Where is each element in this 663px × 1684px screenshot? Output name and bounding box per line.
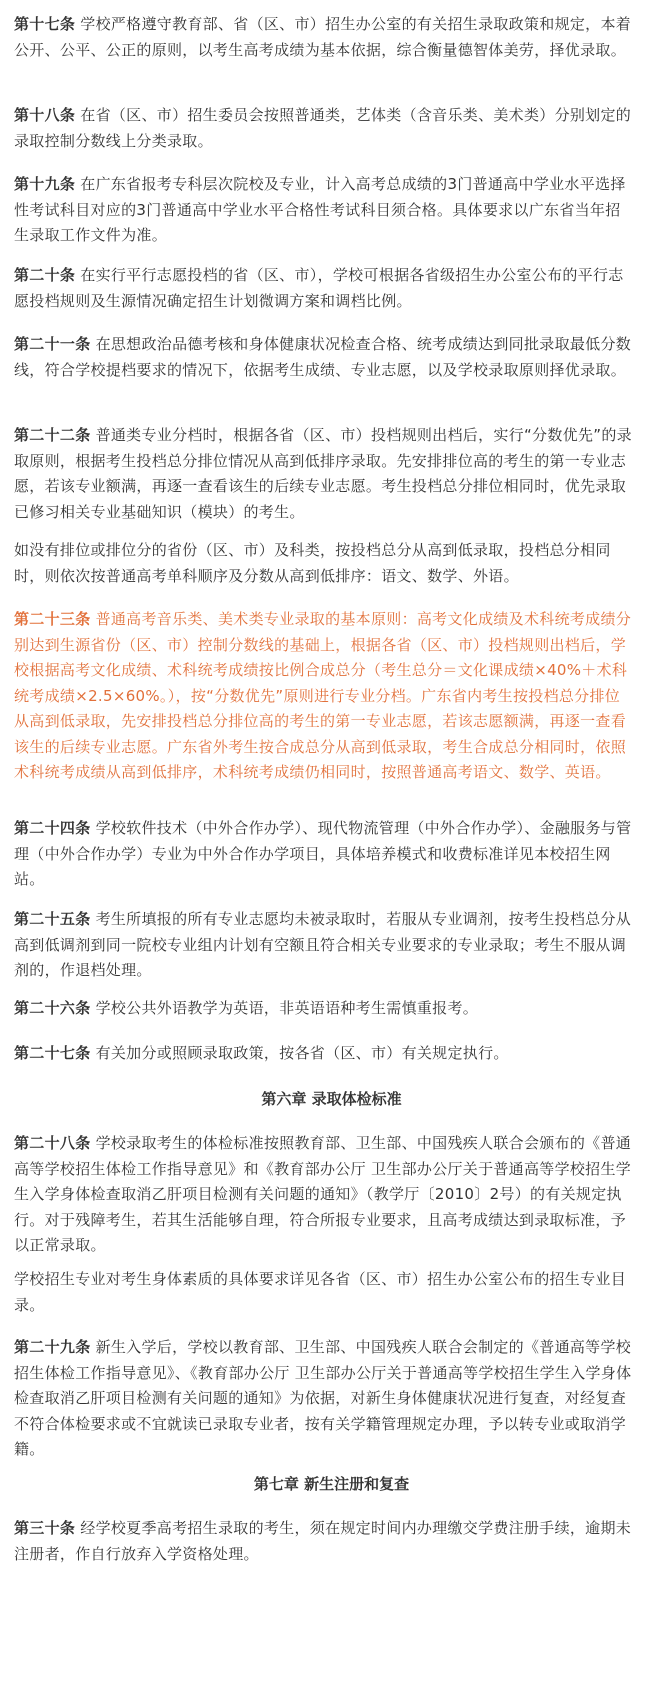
article-19 [14,172,634,249]
article-number: 第二十三条 [14,610,91,628]
article-text: 新生入学后，学校以教育部、卫生部、中国残疾人联合会制定的《普通高等学校招生体检工作指导意见》、《教育部办公厅 卫生部办公厅关于普通高等学校招生学生入学身体检查取消乙肝项目检测有关问题的通知》为依据，对新生身体健康状况进行复查，对经复查不符合体检要求或不宜就读已录取专业者，按有关学籍管理规定办理，予以转专业或取消学籍。 [14,1338,632,1458]
chapter-6-heading: 第六章 录取体检标准 [261,1090,402,1108]
article-text: 如没有排位或排位分的省份（区、市）及科类，按投档总分从高到低录取，投档总分相同时，则依次按普通高考单科顺序及分数从高到低排序：语文、数学、外语。 [14,541,611,585]
article-30 [14,1516,634,1567]
article-number: 第二十条 [14,266,76,284]
article-number: 第二十二条 [14,426,91,444]
article-23 [14,607,634,786]
article-number: 第二十九条 [14,1338,91,1356]
article-22 [14,423,634,525]
article-number: 第十八条 [14,106,76,124]
article-text: 在实行平行志愿投档的省（区、市），学校可根据各省级招生办公室公布的平行志愿投档规则及生源情况确定招生计划微调方案和调档比例。 [14,266,624,310]
article-text: 有关加分或照顾录取政策，按各省（区、市）有关规定执行。 [90,1044,509,1062]
article-number: 第十九条 [14,175,76,193]
article-29 [14,1335,634,1463]
article-text: 学校公共外语教学为英语，非英语语种考生需慎重报考。 [90,999,479,1017]
article-number: 第三十条 [14,1519,76,1537]
article-18 [14,103,634,154]
article-number: 第二十七条 [14,1044,91,1062]
article-text: 普通高考音乐类、美术类专业录取的基本原则：高考文化成绩及术科统考成绩分别达到生源省份（区、市）控制分数线的基础上，根据各省（区、市）投档规则出档后，学校根据高考文化成绩、术科统考成绩按比例合成总分（考生总分＝文化课成绩×40%＋术科统考成绩×2.5×60%。），按“分数优先”原则进行专业分档。广东省内考生按投档总分排位从高到低录取，先安排投档总分排位高的考生的第一专业志愿，若该志愿额满，再逐一查看该生的后续专业志愿。广东省外考生按合成总分从高到低录取，考生合成总分相同时，依照术科统考成绩从高到低排序，术科统考成绩仍相同时，按照普通高考语文、数学、英语。 [14,610,632,781]
article-text: 普通类专业分档时，根据各省（区、市）投档规则出档后，实行“分数优先”的录取原则，根据考生投档总分排位情况从高到低排序录取。先安排排位高的考生的第一专业志愿，若该专业额满，再逐一查看该生的后续专业志愿。考生投档总分排位相同时，优先录取已修习相关专业基础知识（模块）的考生。 [14,426,632,521]
article-22-supplement [14,538,634,589]
article-17 [14,12,634,63]
article-number: 第二十四条 [14,819,91,837]
article-20 [14,263,634,314]
article-text: 经学校夏季高考招生录取的考生，须在规定时间内办理缴交学费注册手续，逾期未注册者，作自行放弃入学资格处理。 [14,1519,632,1563]
article-27 [14,1041,634,1067]
article-number: 第二十五条 [14,910,91,928]
article-number: 第二十六条 [14,999,91,1017]
article-21 [14,332,634,383]
article-text: 学校录取考生的体检标准按照教育部、卫生部、中国残疾人联合会颁布的《普通高等学校招生体检工作指导意见》和《教育部办公厅 卫生部办公厅关于普通高等学校招生学生入学身体检查取消乙肝项目检测有关问题的通知》（教学厅〔2010〕2号）的有关规定执行。对于残障考生，若其生活能够自理，符合所报专业要求，且高考成绩达到录取标准，予以正常录取。 [14,1134,632,1254]
article-24 [14,816,634,893]
article-text: 在省（区、市）招生委员会按照普通类，艺体类（含音乐类、美术类）分别划定的录取控制分数线上分类录取。 [14,106,632,150]
article-text: 学校软件技术（中外合作办学）、现代物流管理（中外合作办学）、金融服务与管理（中外合作办学）专业为中外合作办学项目，具体培养模式和收费标准详见本校招生网站。 [14,819,632,888]
article-25 [14,907,634,984]
chapter-7-heading: 第七章 新生注册和复查 [253,1475,410,1493]
article-number: 第二十一条 [14,335,91,353]
article-28 [14,1131,634,1259]
article-number: 第二十八条 [14,1134,91,1152]
article-text: 考生所填报的所有专业志愿均未被录取时，若服从专业调剂，按考生投档总分从高到低调剂到同一院校专业组内计划有空额且符合相关专业要求的专业录取；考生不服从调剂的，作退档处理。 [14,910,632,979]
article-text: 在广东省报考专科层次院校及专业，计入高考总成绩的3门普通高中学业水平选择性考试科目对应的3门普通高中学业水平合格性考试科目须合格。具体要求以广东省当年招生录取工作文件为准。 [14,175,626,244]
article-28-supplement [14,1267,634,1318]
article-text: 学校招生专业对考生身体素质的具体要求详见各省（区、市）招生办公室公布的招生专业目录。 [14,1270,627,1314]
article-number: 第十七条 [14,15,76,33]
article-26 [14,996,634,1022]
article-text: 在思想政治品德考核和身体健康状况检查合格、统考成绩达到同批录取最低分数线，符合学校提档要求的情况下，依据考生成绩、专业志愿，以及学校录取原则择优录取。 [14,335,632,379]
article-text: 学校严格遵守教育部、省（区、市）招生办公室的有关招生录取政策和规定，本着公开、公平、公正的原则，以考生高考成绩为基本依据，综合衡量德智体美劳，择优录取。 [14,15,632,59]
